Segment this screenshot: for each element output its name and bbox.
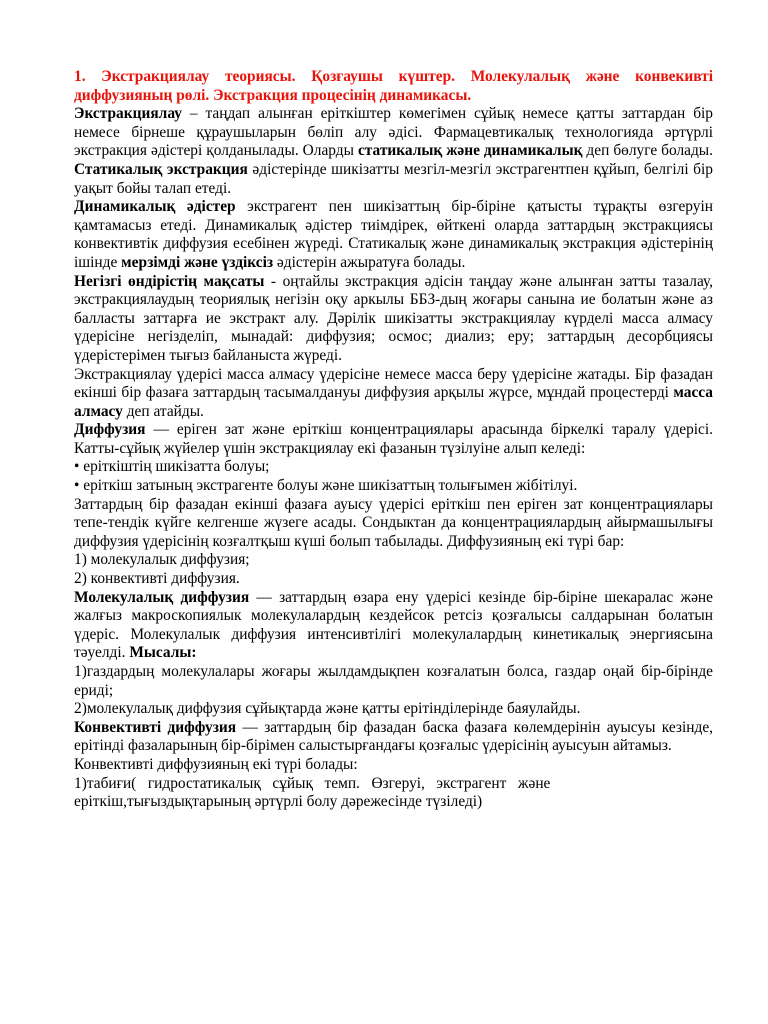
list-item: 2) конвективті диффузия. [74, 570, 240, 588]
bullet-item: • еріткіш затының экстрагенте болуы және шикізаттың толығымен жібітілуі. [74, 477, 578, 495]
paragraph-molecular-diffusion: Молекулалық диффузия — заттардың өзара ену үдерісі кезінде бір-біріне шекаралас және жалғыз макроскопиялык молекулалардың кездейсок ретсіз қозғалысы салдарынан болатын үдеріс. Молекулалык диффузия интенсивтілігі молекулалардың кинетикалық энергиясына тәуелді. Мысалы: [74, 588, 714, 662]
list-item: 1) молекулалык диффузия; [74, 551, 250, 569]
term-diffusion: Диффузия [74, 421, 146, 439]
term-mass-exchange: масса алмасу [74, 384, 713, 420]
term-examples: Мысалы: [129, 644, 197, 662]
term-convective-diffusion: Конвективті диффузия [74, 718, 237, 736]
paragraph-phase-transfer: Заттардың бір фазадан екінші фазаға ауысу үдерісі еріткіш пен еріген зат концентрациялары тепе-тендік күйге келгенше жүзеге асады. Сондыктан да концентрациялардың айырмашылығы диффузия үдерісінің козғалтқыш күші болып табылады. Диффузияның екі түрі бар: [74, 495, 713, 550]
paragraph-extraction-definition: Экстракциялау – таңдап алынған еріткіштер көмегімен сұйық немесе қатты заттардан бір немесе бірнеше құраушыларын бөліп алу әдісі. Фармацевтикалық технологияда әртүрлі экстракция әдістері қолданылады. Оларды статикалық және динамикалық деп бөлуге болады. Статикалық экстракция әдістерінде шикізатты мезгіл-мезгіл экстрагентпен құйып, белгілі бір уақыт бойы талап етеді. [74, 105, 713, 197]
paragraph-production-goal: Негізгі өндірістің мақсаты - оңтайлы экстракция әдісін таңдау және алынған затты тазалау, экстракциялаудың теориялық негізін оқу аркылы ББЗ-дың жоғары санына ие болатын және аз балласты заттарға ие экстракт алу. Дәрілік шикізатты экстракциялау күрделі масса алмасу үдерісіне негізделіп, мынадай: диффузия; осмос; диализ; еру; заттардың десорбциясы үдерістерімен тығыз байланыста жүреді. [74, 272, 713, 364]
term-static-dynamic: статикалық және динамикалық [357, 142, 583, 160]
term-periodic-continuous: мерзімді және үздіксіз [121, 253, 274, 271]
paragraph-dynamic-methods: Динамикалық әдістер экстрагент пен шикізаттың бір-біріне қатысты тұрақты өзгеруін қамтамасыз етеді. Динамикалық әдістер тиімдірек, өйткені оларда заттардың экстракциясы конвективтік диффузия есебінен жүреді. Статикалық және динамикалық экстракция әдістерінің ішінде мерзімді және үздіксіз әдістерін ажыратуға болады. [74, 198, 713, 271]
term-molecular-diffusion: Молекулалық диффузия [74, 588, 250, 606]
section-title: 1. Экстракциялау теориясы. Қозғаушы күштер. Молекулалық және конвекивті диффузияның рөлі. Экстракция процесінің динамикасы. [74, 68, 713, 104]
term-static-extraction: Статикалық экстракция [74, 160, 248, 178]
term-extraction: Экстракциялау [74, 105, 182, 123]
paragraph-convective-diffusion: Конвективті диффузия — заттардың бір фазадан баска фазаға көлемдерінін ауысуы кезінде, ерітінді фазаларының бір-бірімен салыстырғандағы қозғалыс үдерісінің ауысуын айтамыз. [74, 718, 713, 755]
document-page [74, 68, 713, 812]
paragraph-convective-types: Конвективті диффузияның екі түрі болады: [74, 755, 358, 773]
paragraph-natural-convection: 1)табиғи( гидростатикалық сұйық темп. Өзгеруі, экстрагент және еріткіш,тығыздықтарының әртүрлі болу дәрежесінде түзіледі) [74, 774, 555, 811]
paragraph-diffusion: Диффузия — еріген зат және еріткіш концентрациялары арасында біркелкі таралу үдерісі. Катты-сұйық жүйелер үшін экстракциялау екі фазанын түзілуіне алып келеді: [74, 421, 713, 457]
term-production-goal: Негізгі өндірістің мақсаты [74, 272, 265, 290]
bullet-item: • еріткіштің шикізатта болуы; [74, 458, 270, 476]
term-dynamic-methods: Динамикалық әдістер [74, 198, 236, 216]
example-item: 1)газдардың молекулалары жоғары жылдамдықпен козғалатын болса, газдар оңай бір-бірінде ериді; [74, 663, 713, 699]
example-item: 2)молекулалық диффузия сұйықтарда және қатты ерітінділерінде баяулайды. [74, 700, 581, 718]
paragraph-mass-exchange: Экстракциялау үдерісі масса алмасу үдерісіне немесе масса беру үдерісіне жатады. Бір фазадан екінші бір фазаға заттардың тасымалдануы диффузия арқылы жүрсе, мұндай процестерді масса алмасу деп атайды. [74, 365, 713, 420]
